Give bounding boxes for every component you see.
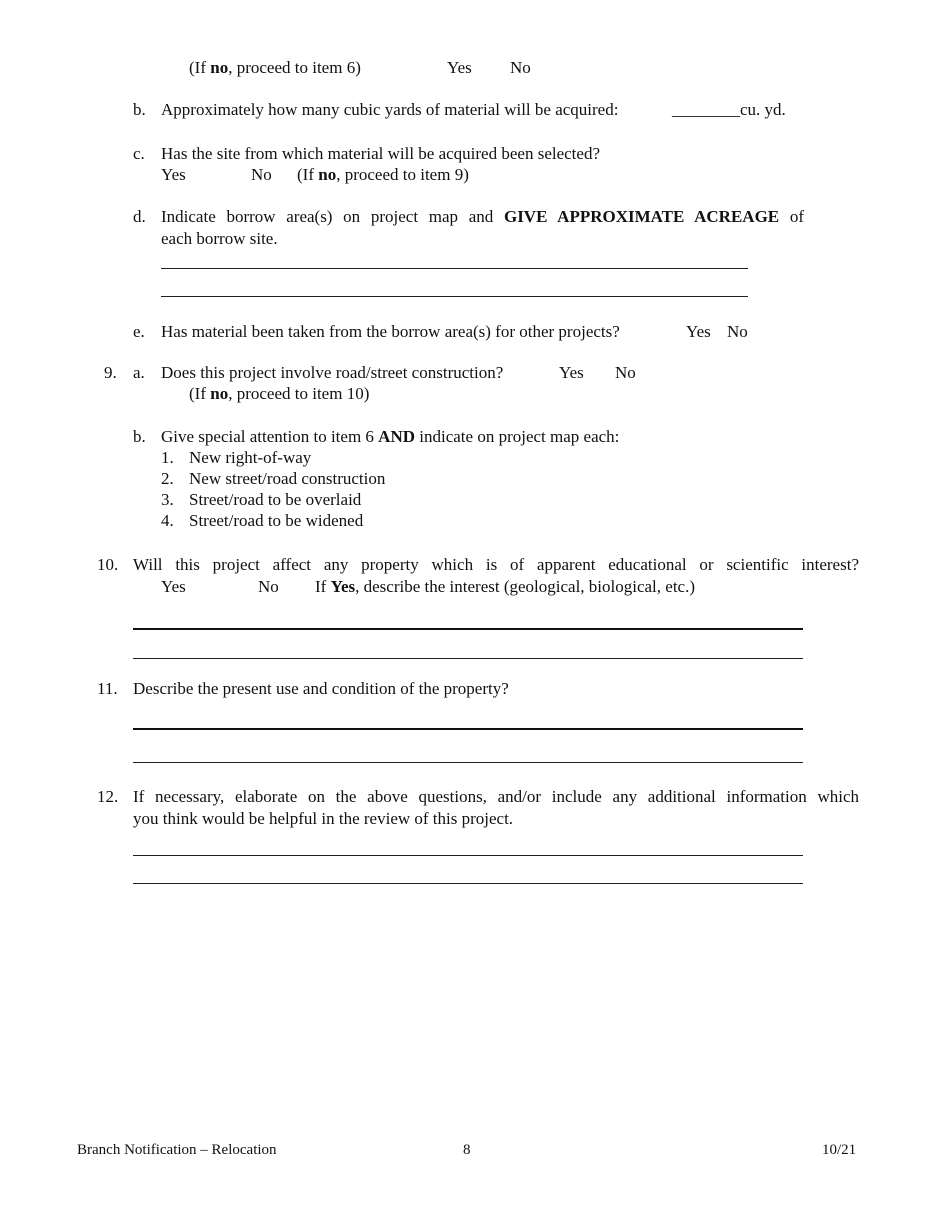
item8a-instruction: (If no, proceed to item 6): [189, 58, 361, 77]
list-item-text: New street/road construction: [189, 469, 386, 488]
item8e-no-option[interactable]: No: [727, 322, 748, 341]
item8e-yes-option[interactable]: Yes: [686, 322, 711, 341]
item8c-letter: c.: [133, 144, 145, 163]
footer-document-title: Branch Notification – Relocation: [77, 1142, 277, 1158]
item8e-letter: e.: [133, 322, 145, 341]
item9b-letter: b.: [133, 427, 146, 446]
list-item-number: 1.: [161, 448, 174, 467]
item10-yes-option[interactable]: Yes: [161, 577, 186, 596]
item8b-letter: b.: [133, 100, 146, 119]
item8d-question-cont: each borrow site.: [161, 229, 278, 248]
item8a-no-option[interactable]: No: [510, 58, 531, 77]
item9a-letter: a.: [133, 363, 145, 382]
item8d-answer-line-2[interactable]: [161, 296, 748, 297]
item9a-question: Does this project involve road/street construction?: [161, 363, 504, 382]
footer-page-number: 8: [463, 1142, 471, 1158]
item8b-question: Approximately how many cubic yards of material will be acquired:: [161, 100, 619, 119]
item9a-no-option[interactable]: No: [615, 363, 636, 382]
item12-answer-line-1[interactable]: [133, 855, 803, 856]
list-item-number: 2.: [161, 469, 174, 488]
item8c-yes-option[interactable]: Yes: [161, 165, 186, 184]
item10-answer-line-1[interactable]: [133, 628, 803, 630]
list-item-text: New right-of-way: [189, 448, 312, 467]
list-item-number: 3.: [161, 490, 174, 509]
item9-number: 9.: [104, 363, 117, 382]
item10-question: Will this project affect any property which is of apparent educational or scientific interest?: [133, 555, 859, 574]
item11-answer-line-2[interactable]: [133, 762, 803, 763]
item11-number: 11.: [97, 679, 118, 698]
item8c-no-option[interactable]: No: [251, 165, 272, 184]
item10-answer-line-2[interactable]: [133, 658, 803, 659]
item8d-question: Indicate borrow area(s) on project map and GIVE APPROXIMATE ACREAGE of: [161, 207, 804, 226]
list-item-text: Street/road to be overlaid: [189, 490, 362, 509]
item9b-question: Give special attention to item 6 AND indicate on project map each:: [161, 427, 620, 446]
item8e-question: Has material been taken from the borrow area(s) for other projects?: [161, 322, 620, 341]
item12-question-cont: you think would be helpful in the review of this project.: [133, 809, 514, 828]
item11-answer-line-1[interactable]: [133, 728, 803, 730]
item8a-yes-option[interactable]: Yes: [447, 58, 472, 77]
list-item-number: 4.: [161, 511, 174, 530]
item8c-instruction: (If no, proceed to item 9): [297, 165, 469, 184]
item10-instruction: If Yes, describe the interest (geological, biological, etc.): [315, 577, 696, 596]
footer-revision-date: 10/21: [822, 1142, 857, 1158]
item10-no-option[interactable]: No: [258, 577, 279, 596]
item9a-instruction: (If no, proceed to item 10): [189, 384, 370, 403]
item12-answer-line-2[interactable]: [133, 883, 803, 884]
list-item-text: Street/road to be widened: [189, 511, 364, 530]
item8c-question: Has the site from which material will be acquired been selected?: [161, 144, 600, 163]
item11-question: Describe the present use and condition of the property?: [133, 679, 509, 698]
item8d-answer-line-1[interactable]: [161, 268, 748, 269]
item10-number: 10.: [97, 555, 119, 574]
item8d-letter: d.: [133, 207, 146, 226]
item12-number: 12.: [97, 787, 119, 806]
cubic-yards-field[interactable]: ________cu. yd.: [672, 100, 786, 119]
item9a-yes-option[interactable]: Yes: [559, 363, 584, 382]
item12-question: If necessary, elaborate on the above questions, and/or include any additional information which: [133, 787, 859, 806]
